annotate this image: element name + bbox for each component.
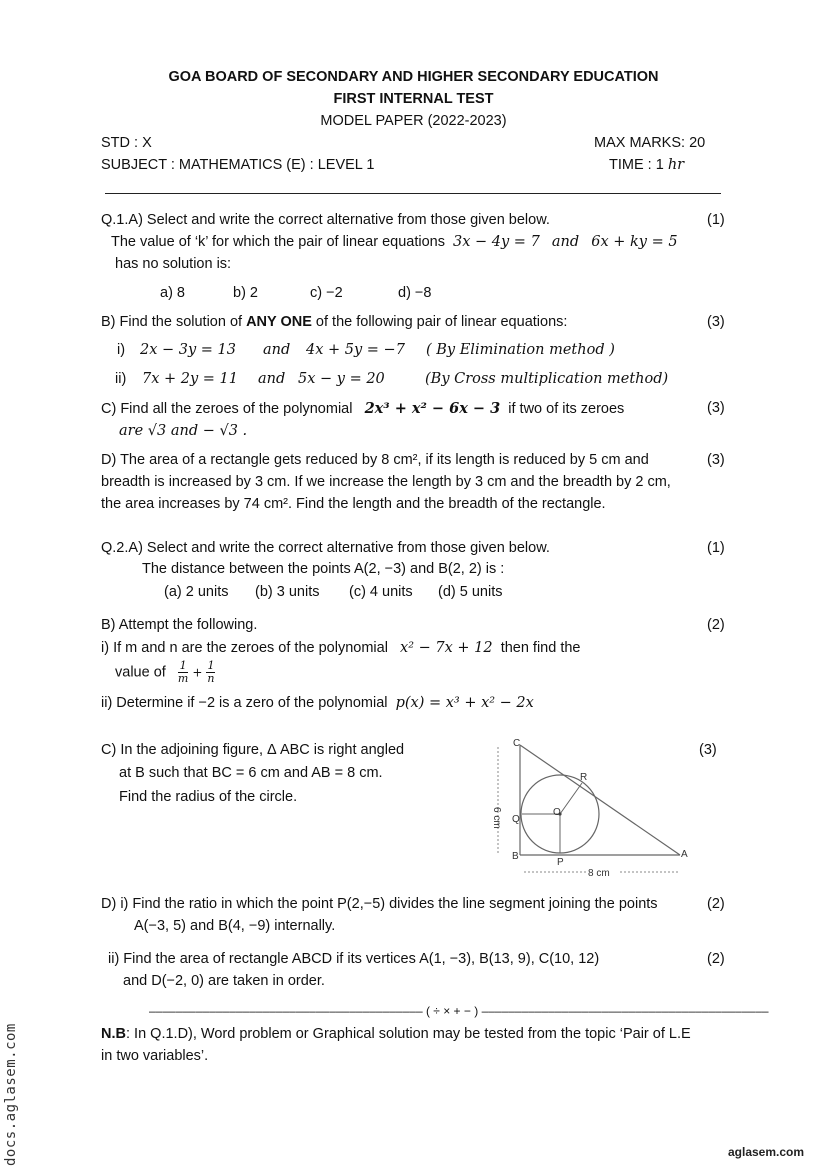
q1d-line1: D) The area of a rectangle gets reduced by 8 cm², if its length is reduced by 5 cm and bbox=[101, 452, 649, 468]
label-8cm: 8 cm bbox=[588, 868, 610, 879]
q2c-line3: Find the radius of the circle. bbox=[119, 789, 298, 805]
q2b-marks: (2) bbox=[707, 617, 725, 633]
time-label: TIME : 1 hr bbox=[609, 157, 685, 173]
q2b-i-value: value of $\frac{1}{m}$ + $\frac{1}{n}$ bbox=[115, 659, 215, 685]
q2a-text: The distance between the points A(2, −3) and B(2, 2) is : bbox=[142, 561, 505, 577]
q2b-i-text: i) If m and n are the zeroes of the polynomial x² − 7x + 12 then find the bbox=[101, 640, 581, 656]
triangle-circle-figure bbox=[480, 735, 700, 880]
max-marks: MAX MARKS: 20 bbox=[594, 135, 706, 151]
label-a: A bbox=[681, 849, 688, 860]
q1c-marks: (3) bbox=[707, 400, 725, 416]
label-6cm: 6 cm bbox=[491, 807, 502, 829]
q1b-i-method: ( By Elimination method ) bbox=[426, 342, 615, 358]
q1c-line2: are √3 and − √3 . bbox=[119, 423, 248, 439]
note-line2: in two variables’. bbox=[101, 1048, 209, 1064]
q1b-ii-method: (By Cross multiplication method) bbox=[425, 371, 669, 387]
q1d-marks: (3) bbox=[707, 452, 725, 468]
q1b-ii-eq1: 7x + 2y = 11 bbox=[142, 371, 239, 387]
q1b-i-eq1: 2x − 3y = 13 bbox=[140, 342, 237, 358]
fraction-1-over-n: $\frac{1}{n}$ bbox=[207, 659, 215, 685]
q2d-i-marks: (2) bbox=[707, 896, 725, 912]
label-p: P bbox=[557, 857, 564, 868]
q2d-ii-line2: and D(−2, 0) are taken in order. bbox=[123, 973, 325, 989]
label-c: C bbox=[513, 738, 521, 749]
end-line: ––––––––––––––––––––––––––––––––––––––––– ( ÷ × + − ) ––––––––––––––––––––––––––––––––––––––––––– bbox=[149, 1004, 769, 1018]
note-line1: N.B: In Q.1.D), Word problem or Graphical solution may be tested from the topic ‘Pair of L.E bbox=[101, 1026, 691, 1042]
paper-title: MODEL PAPER (2022-2023) bbox=[320, 113, 507, 129]
label-o: O bbox=[553, 807, 561, 818]
watermark: docs.aglasem.com bbox=[3, 1023, 19, 1166]
q1b-i-num: i) bbox=[117, 342, 126, 358]
label-q: Q bbox=[512, 814, 520, 825]
label-r: R bbox=[580, 772, 588, 783]
q2a-option-d: (d) 5 units bbox=[438, 584, 503, 600]
q1b-ii-and: and bbox=[258, 371, 286, 387]
q2b-ii-text: ii) Determine if −2 is a zero of the polynomial p(x) = x³ + x² − 2x bbox=[101, 695, 534, 711]
subject-label: SUBJECT : MATHEMATICS (E) : LEVEL 1 bbox=[101, 157, 375, 173]
q2d-i-line2: A(−3, 5) and B(4, −9) internally. bbox=[134, 918, 336, 934]
exam-title: FIRST INTERNAL TEST bbox=[333, 91, 494, 107]
q1b-i-eq2: 4x + 5y = −7 bbox=[306, 342, 405, 358]
q2d-ii-line1: ii) Find the area of rectangle ABCD if its vertices A(1, −3), B(13, 9), C(10, 12) bbox=[108, 951, 600, 967]
q1d-line2: breadth is increased by 3 cm. If we increase the length by 3 cm and the breadth by 2 cm, bbox=[101, 474, 671, 490]
header-divider bbox=[105, 193, 721, 194]
q2c-line2: at B such that BC = 6 cm and AB = 8 cm. bbox=[119, 765, 383, 781]
q1a-marks: (1) bbox=[707, 212, 725, 228]
q2a-option-a: (a) 2 units bbox=[164, 584, 229, 600]
board-title: GOA BOARD OF SECONDARY AND HIGHER SECONDARY EDUCATION bbox=[168, 69, 659, 85]
q2a-option-c: (c) 4 units bbox=[349, 584, 413, 600]
radius-or bbox=[560, 783, 582, 814]
q1a-option-b: b) 2 bbox=[233, 285, 258, 301]
label-b: B bbox=[512, 851, 519, 862]
q2d-i-line1: D) i) Find the ratio in which the point P(2,−5) divides the line segment joining the points bbox=[101, 896, 658, 912]
q1a-title: Q.1.A) Select and write the correct alternative from those given below. bbox=[101, 212, 550, 228]
q1a-text2: has no solution is: bbox=[115, 256, 232, 272]
q1a-option-d: d) −8 bbox=[398, 285, 432, 301]
q2c-marks: (3) bbox=[699, 742, 717, 758]
fraction-1-over-m: $\frac{1}{m}$ bbox=[177, 659, 189, 685]
q2b-title: B) Attempt the following. bbox=[101, 617, 258, 633]
q1b-ii-eq2: 5x − y = 20 bbox=[298, 371, 385, 387]
q1c-text: C) Find all the zeroes of the polynomial 2x³ + x² − 6x − 3 if two of its zeroes bbox=[101, 400, 625, 417]
q1a-option-c: c) −2 bbox=[310, 285, 343, 301]
q1b-title: B) Find the solution of ANY ONE of the following pair of linear equations: bbox=[101, 314, 568, 330]
hypotenuse-ca bbox=[520, 745, 680, 855]
q1b-marks: (3) bbox=[707, 314, 725, 330]
q1b-ii-num: ii) bbox=[115, 371, 127, 387]
footer-brand: aglasem.com bbox=[728, 1145, 805, 1159]
q1a-text: The value of ‘k’ for which the pair of linear equations 3x − 4y = 7 and 6x + ky = 5 bbox=[111, 234, 678, 250]
q2d-ii-marks: (2) bbox=[707, 951, 725, 967]
q1b-i-and: and bbox=[263, 342, 291, 358]
q2c-line1: C) In the adjoining figure, Δ ABC is right angled bbox=[101, 742, 405, 758]
q2a-marks: (1) bbox=[707, 540, 725, 556]
q2a-title: Q.2.A) Select and write the correct alternative from those given below. bbox=[101, 540, 550, 556]
std-label: STD : X bbox=[101, 135, 152, 151]
q1a-option-a: a) 8 bbox=[160, 285, 185, 301]
q2a-option-b: (b) 3 units bbox=[255, 584, 320, 600]
q1d-line3: the area increases by 74 cm². Find the length and the breadth of the rectangle. bbox=[101, 496, 606, 512]
